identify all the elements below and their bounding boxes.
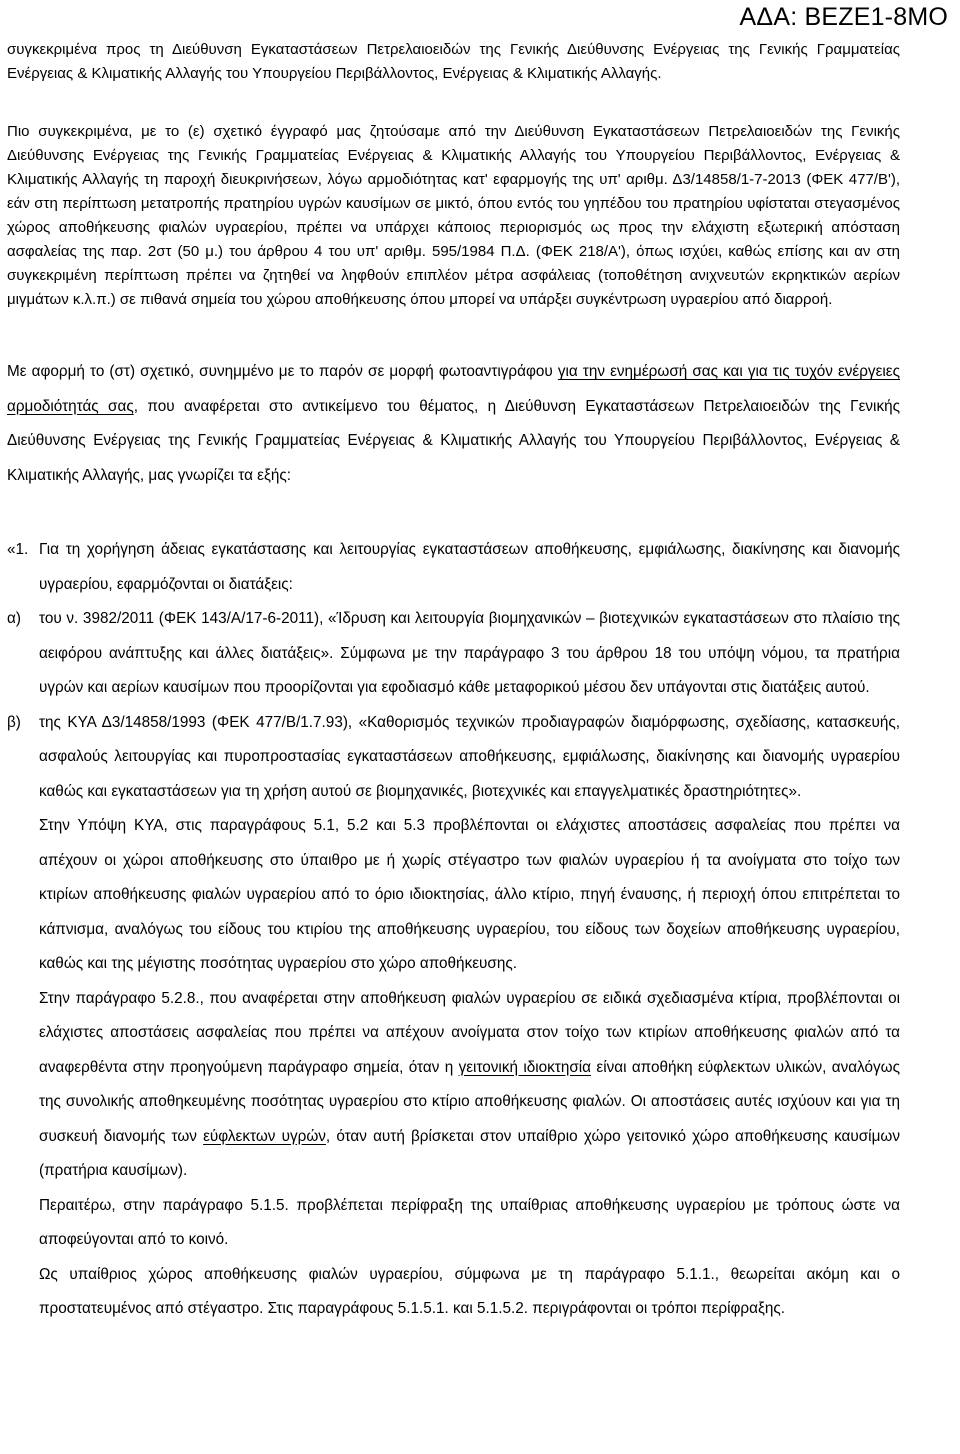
list-item-b-text: της ΚΥΑ Δ3/14858/1993 (ΦΕΚ 477/Β/1.7.93), «Καθορισμός τεχνικών προδιαγραφών διαμόρφωσης, σχεδίασης, κατασκευής, ασφαλούς λειτουργίας και πυροπροστασίας εγκαταστάσεων αποθήκευσης, εμφιάλωσης, διακίνησης και διανομής υγραερίου καθώς και εγκαταστάσεων για τη χρήση αυτού σε βιομηχανικές, βιοτεχνικές και επαγγελματικές δραστηριότητες».: [39, 713, 900, 800]
list-item-b: [7, 706, 900, 810]
sub-paragraph-515: Περαιτέρω, στην παράγραφο 5.1.5. προβλέπεται περίφραξη της υπαίθριας αποθήκευσης υγραερίου με τρόπους ώστε να αποφεύγονται από το κοινό.: [39, 1196, 900, 1248]
sub2-text-c: , όταν αυτή βρίσκεται στον υπαίθριο χώρο γειτονικό χώρο αποθήκευσης καυσίμων (πρατήρια καυσίμων).: [39, 1127, 900, 1179]
sub-paragraph-511: Ως υπαίθριος χώρος αποθήκευσης φιαλών υγραερίου, σύμφωνα με τη παράγραφο 5.1.1., θεωρείται ακόμη και ο προστατευμένος από στέγαστρο. Στις παραγράφους 5.1.5.1. και 5.1.5.2. περιγράφονται οι τρόποι περίφραξης.: [39, 1265, 900, 1317]
list-item-a-text: του ν. 3982/2011 (ΦΕΚ 143/Α/17-6-2011), «Ίδρυση και λειτουργία βιομηχανικών – βιοτεχνικών εγκαταστάσεων στο πλαίσιο της αειφόρου ανάπτυξης και άλλες διατάξεις». Σύμφωνα με την παράγραφο 3 του άρθρου 18 του υπόψη νόμου, τα πρατήρια υγρών και αερίων καυσίμων που προορίζονται για εφοδιασμό κάθε μεταφορικού μέσου δεν υπάγονται στις διατάξεις αυτού.: [39, 610, 900, 696]
list-item-1: [7, 533, 900, 602]
occasion-text-b: , που αναφέρεται στο αντικείμενο του θέματος, η Διεύθυνση Εγκαταστάσεων Πετρελαιοειδών της Γενικής Διεύθυνσης Ενέργειας της Γενικής Γραμματείας Ενέργειας & Κλιματικής Αλλαγής του Υπουργείου Περιβάλλοντος, Ενέργειας & Κλιματικής Αλλαγής, μας γνωρίζει τα εξής:: [7, 397, 900, 484]
sub-paragraph-528: [7, 982, 900, 1189]
sub2-underlined-neighbouring: γειτονική ιδιοκτησία: [458, 1058, 592, 1076]
ada-code: ΑΔΑ: ΒΕΖΕ1-8ΜΟ: [739, 3, 948, 31]
provisions-list: [7, 533, 900, 1327]
list-item-b-marker: β): [7, 713, 21, 731]
occasion-text-a: Με αφορμή το (στ) σχετικό, συνημμένο με το παρόν σε μορφή φωτοαντιγράφου: [7, 363, 558, 380]
paragraph-intro-continuation: συγκεκριμένα προς τη Διεύθυνση Εγκαταστάσεων Πετρελαιοειδών της Γενικής Διεύθυνσης Ενέργειας της Γενικής Γραμματείας Ενέργειας & Κλιματικής Αλλαγής του Υπουργείου Περιβάλλοντος, Ενέργειας & Κλιματικής Αλλαγής.: [7, 41, 900, 82]
sub-paragraph-distances: Στην Υπόψη ΚΥΑ, στις παραγράφους 5.1, 5.2 και 5.3 προβλέπονται οι ελάχιστες αποστάσεις ασφαλείας που πρέπει να απέχουν οι χώροι αποθήκευσης στο ύπαιθρο με ή χωρίς στέγαστρο των φιαλών υγραερίου ή τα ανοίγματα στο τοίχο των κτιρίων αποθήκευσης φιαλών υγραερίου από το όριο ιδιοκτησίας, άλλο κτίριο, πηγή έναυσης, ή περιοχή όπου επιτρέπεται το κάπνισμα, αναλόγως του είδους του κτιρίου της αποθήκευσης υγραερίου, του είδους των δοχείων αποθήκευσης υγραερίου, καθώς και της μέγιστης ποσότητας υγραερίου στο χώρο αποθήκευσης.: [39, 817, 900, 972]
paragraph-occasion: [7, 355, 900, 493]
paragraph-specifically: Πιο συγκεκριμένα, με το (ε) σχετικό έγγραφό μας ζητούσαμε από την Διεύθυνση Εγκαταστάσεων Πετρελαιοειδών της Γενικής Διεύθυνσης Ενέργειας της Γενικής Γραμματείας Ενέργειας & Κλιματικής Αλλαγής του Υπουργείου Περιβάλλοντος, Ενέργειας & Κλιματικής Αλλαγής τη παροχή διευκρινήσεων, λόγω αρμοδιότητας κατ' εφαρμογής της υπ' αριθμ. Δ3/14858/1-7-2013 (ΦΕΚ 477/Β'), εάν στη περίπτωση μετατροπής πρατηρίου υγρών καυσίμων σε μικτό, όπου εντός του γηπέδου του πρατηρίου υφίσταται στεγασμένος χώρος αποθήκευσης φιαλών υγραερίου, πρέπει να υπάρχει κάποιος περιορισμός ως προς την ελάχιστη εξωτερική απόσταση ασφαλείας της παρ. 2στ (50 μ.) του άρθρου 4 του υπ' αριθμ. 595/1984 Π.Δ. (ΦΕΚ 218/Α'), όπως ισχύει, καθώς επίσης και αν στη συγκεκριμένη περίπτωση πρέπει να ζητηθεί να ληφθούν επιπλέον μέτρα ασφάλειας (τοποθέτηση ανιχνευτών εκρηκτικών αερίων μιγμάτων κ.λ.π.) σε πιθανά σημεία του χώρου αποθήκευσης όπου μπορεί να υπάρξει συγκέντρωση υγραερίου από διαρροή.: [7, 123, 900, 308]
list-item-a: [7, 602, 900, 706]
occasion-underlined: για την ενημέρωσή σας και για τις τυχόν ενέργειες αρμοδιότητάς σας: [7, 363, 900, 415]
list-item-1-text: Για τη χορήγηση άδειας εγκατάστασης και λειτουργίας εγκαταστάσεων αποθήκευσης, εμφιάλωσης, διακίνησης και διανομής υγραερίου, εφαρμόζονται οι διατάξεις:: [39, 541, 900, 593]
sub2-text-b: είναι αποθήκη εύφλεκτων υλικών, αναλόγως της συνολικής αποθηκευμένης ποσότητας υγραερίου στο κτίριο αποθήκευσης φιαλών. Οι αποστάσεις αυτές ισχύουν και για τη συσκευή διανομής των: [39, 1058, 900, 1145]
sub2-text-a: Στην παράγραφο 5.2.8., που αναφέρεται στην αποθήκευση φιαλών υγραερίου σε ειδικά σχεδιασμένα κτίρια, προβλέπονται οι ελάχιστες αποστάσεις ασφαλείας που πρέπει να απέχουν ανοίγματα στον τοίχο των κτιρίων αποθήκευσης φιαλών από τα αναφερθέντα στην προηγούμενη παράγραφο σημεία, όταν η: [39, 989, 900, 1076]
sub2-underlined-flammable: εύφλεκτων υγρών: [203, 1127, 326, 1145]
list-item-a-marker: α): [7, 610, 21, 627]
list-item-1-marker: «1.: [7, 541, 29, 558]
